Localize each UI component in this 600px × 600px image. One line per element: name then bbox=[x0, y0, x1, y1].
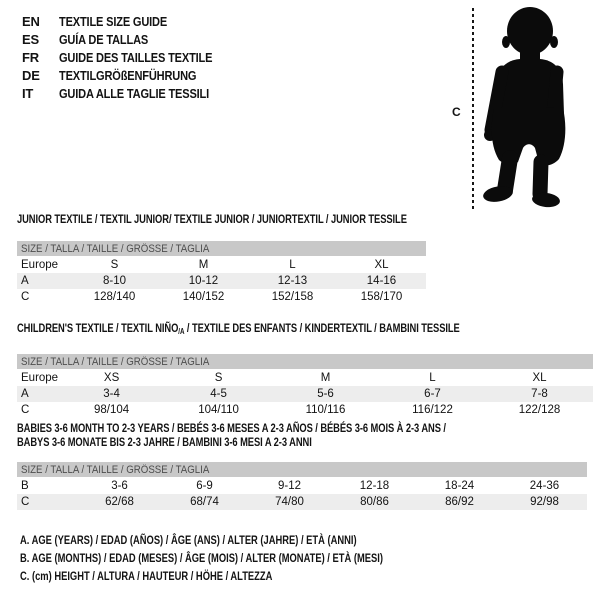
size-cell: 10-12 bbox=[159, 273, 248, 289]
language-title-block bbox=[22, 13, 239, 103]
size-cell: 7-8 bbox=[486, 386, 593, 402]
row-label: C bbox=[21, 291, 30, 303]
row-label: A bbox=[17, 273, 70, 289]
size-cell: XL bbox=[532, 372, 547, 384]
row-label: A bbox=[17, 386, 58, 402]
size-cell: M bbox=[320, 372, 331, 384]
size-header-cell: SIZE / TALLA / TAILLE / GRÖSSE / TAGLIA bbox=[17, 354, 593, 370]
row-label: C bbox=[17, 494, 77, 510]
table-row-height bbox=[17, 402, 593, 418]
children-table-title: CHILDREN'S TEXTILE / TEXTIL $NIÑO_{/A}$ / TEXTILE DES ENFANTS / KINDERTEXTIL / BAMBINI TESSILE bbox=[17, 321, 460, 336]
size-cell: L bbox=[429, 372, 436, 384]
size-cell: 68/74 bbox=[162, 494, 247, 510]
footnote-b: B. AGE (MONTHS) / EDAD (MESES) / ÂGE (MOIS) / ALTER (MONATE) / ETÀ (MESI) bbox=[20, 551, 383, 565]
size-cell: 18-24 bbox=[444, 480, 475, 492]
size-cell: XL bbox=[374, 259, 389, 271]
size-cell: 122/128 bbox=[518, 404, 561, 416]
lang-label: GUÍA DE TALLAS bbox=[59, 32, 149, 47]
size-cell: 12-18 bbox=[359, 480, 390, 492]
size-cell: 92/98 bbox=[502, 494, 587, 510]
lang-code: IT bbox=[22, 86, 34, 101]
size-cell: 4-5 bbox=[165, 386, 272, 402]
table-row-age bbox=[17, 273, 426, 289]
size-cell: 104/110 bbox=[198, 404, 239, 416]
size-header-row bbox=[17, 462, 587, 478]
row-label: B bbox=[21, 480, 29, 492]
table-row-height bbox=[17, 494, 587, 510]
size-cell: 116/122 bbox=[412, 404, 453, 416]
size-cell: 8-10 bbox=[70, 273, 159, 289]
children-size-table bbox=[17, 354, 593, 418]
footnote-c: C. (cm) HEIGHT / ALTURA / HAUTEUR / HÖHE / ALTEZZA bbox=[20, 569, 273, 583]
lang-code: DE bbox=[22, 68, 40, 83]
lang-code: ES bbox=[22, 32, 39, 47]
lang-label: GUIDA ALLE TAGLIE TESSILI bbox=[59, 86, 210, 101]
height-measure-label: C bbox=[452, 105, 461, 119]
size-cell: 128/140 bbox=[93, 291, 136, 303]
size-cell: 6-9 bbox=[196, 480, 213, 492]
children-textile-section bbox=[17, 321, 593, 418]
babies-table-title-line1: BABIES 3-6 MONTH TO 2-3 YEARS / BEBÉS 3-6 MESES A 2-3 AÑOS / BÉBÉS 3-6 MOIS À 2-3 ANS / bbox=[17, 421, 446, 435]
size-cell: 5-6 bbox=[272, 386, 379, 402]
size-cell: 98/104 bbox=[93, 404, 130, 416]
size-header-row bbox=[17, 354, 593, 370]
size-header-cell: SIZE / TALLA / TAILLE / GRÖSSE / TAGLIA bbox=[17, 462, 587, 478]
size-cell: L bbox=[289, 259, 296, 271]
size-cell: 110/116 bbox=[305, 404, 346, 416]
size-cell: M bbox=[198, 259, 209, 271]
table-row-age-months bbox=[17, 478, 587, 495]
height-dashed-line bbox=[472, 8, 474, 212]
junior-size-table bbox=[17, 241, 426, 305]
row-label: Europe bbox=[21, 372, 59, 384]
row-label: Europe bbox=[21, 259, 59, 271]
size-cell: 12-13 bbox=[248, 273, 337, 289]
size-cell: 14-16 bbox=[337, 273, 426, 289]
size-cell: 80/86 bbox=[332, 494, 417, 510]
junior-textile-section bbox=[17, 212, 427, 305]
size-cell: 152/158 bbox=[271, 291, 314, 303]
table-row-age bbox=[17, 386, 593, 402]
lang-label: TEXTILE SIZE GUIDE bbox=[59, 14, 168, 29]
size-cell: S bbox=[110, 259, 119, 271]
baby-silhouette-icon bbox=[476, 4, 578, 210]
junior-table-title: JUNIOR TEXTILE / TEXTIL JUNIOR/ TEXTILE JUNIOR / JUNIORTEXTIL / JUNIOR TESSILE bbox=[17, 212, 407, 226]
footnote-a: A. AGE (YEARS) / EDAD (AÑOS) / ÂGE (ANS) / ALTER (JAHRE) / ETÀ (ANNI) bbox=[20, 533, 357, 547]
babies-size-table bbox=[17, 462, 587, 510]
table-row-europe bbox=[17, 257, 426, 274]
size-cell: 62/68 bbox=[77, 494, 162, 510]
size-header-cell: SIZE / TALLA / TAILLE / GRÖSSE / TAGLIA bbox=[17, 241, 426, 257]
lang-label: TEXTILGRÖßENFÜHRUNG bbox=[59, 68, 197, 83]
size-cell: S bbox=[214, 372, 223, 384]
table-row-height bbox=[17, 289, 426, 305]
size-cell: XS bbox=[103, 372, 120, 384]
size-cell: 6-7 bbox=[379, 386, 486, 402]
size-cell: 3-6 bbox=[111, 480, 128, 492]
size-cell: 74/80 bbox=[247, 494, 332, 510]
size-cell: 86/92 bbox=[417, 494, 502, 510]
size-cell: 3-4 bbox=[58, 386, 165, 402]
lang-code: EN bbox=[22, 14, 40, 29]
babies-textile-section bbox=[17, 421, 589, 510]
size-cell: 158/170 bbox=[360, 291, 403, 303]
row-label: C bbox=[21, 404, 30, 416]
size-cell: 140/152 bbox=[182, 291, 225, 303]
size-header-row bbox=[17, 241, 426, 257]
babies-table-title-line2: BABYS 3-6 MONATE BIS 2-3 JAHRE / BAMBINI 3-6 MESI A 2-3 ANNI bbox=[17, 435, 312, 449]
table-row-europe bbox=[17, 370, 593, 387]
size-cell: 9-12 bbox=[277, 480, 302, 492]
lang-code: FR bbox=[22, 50, 39, 65]
size-cell: 24-36 bbox=[529, 480, 560, 492]
legend-footnotes bbox=[20, 531, 485, 585]
title-subscript: /A bbox=[178, 327, 185, 336]
lang-label: GUIDE DES TAILLES TEXTILE bbox=[59, 50, 213, 65]
